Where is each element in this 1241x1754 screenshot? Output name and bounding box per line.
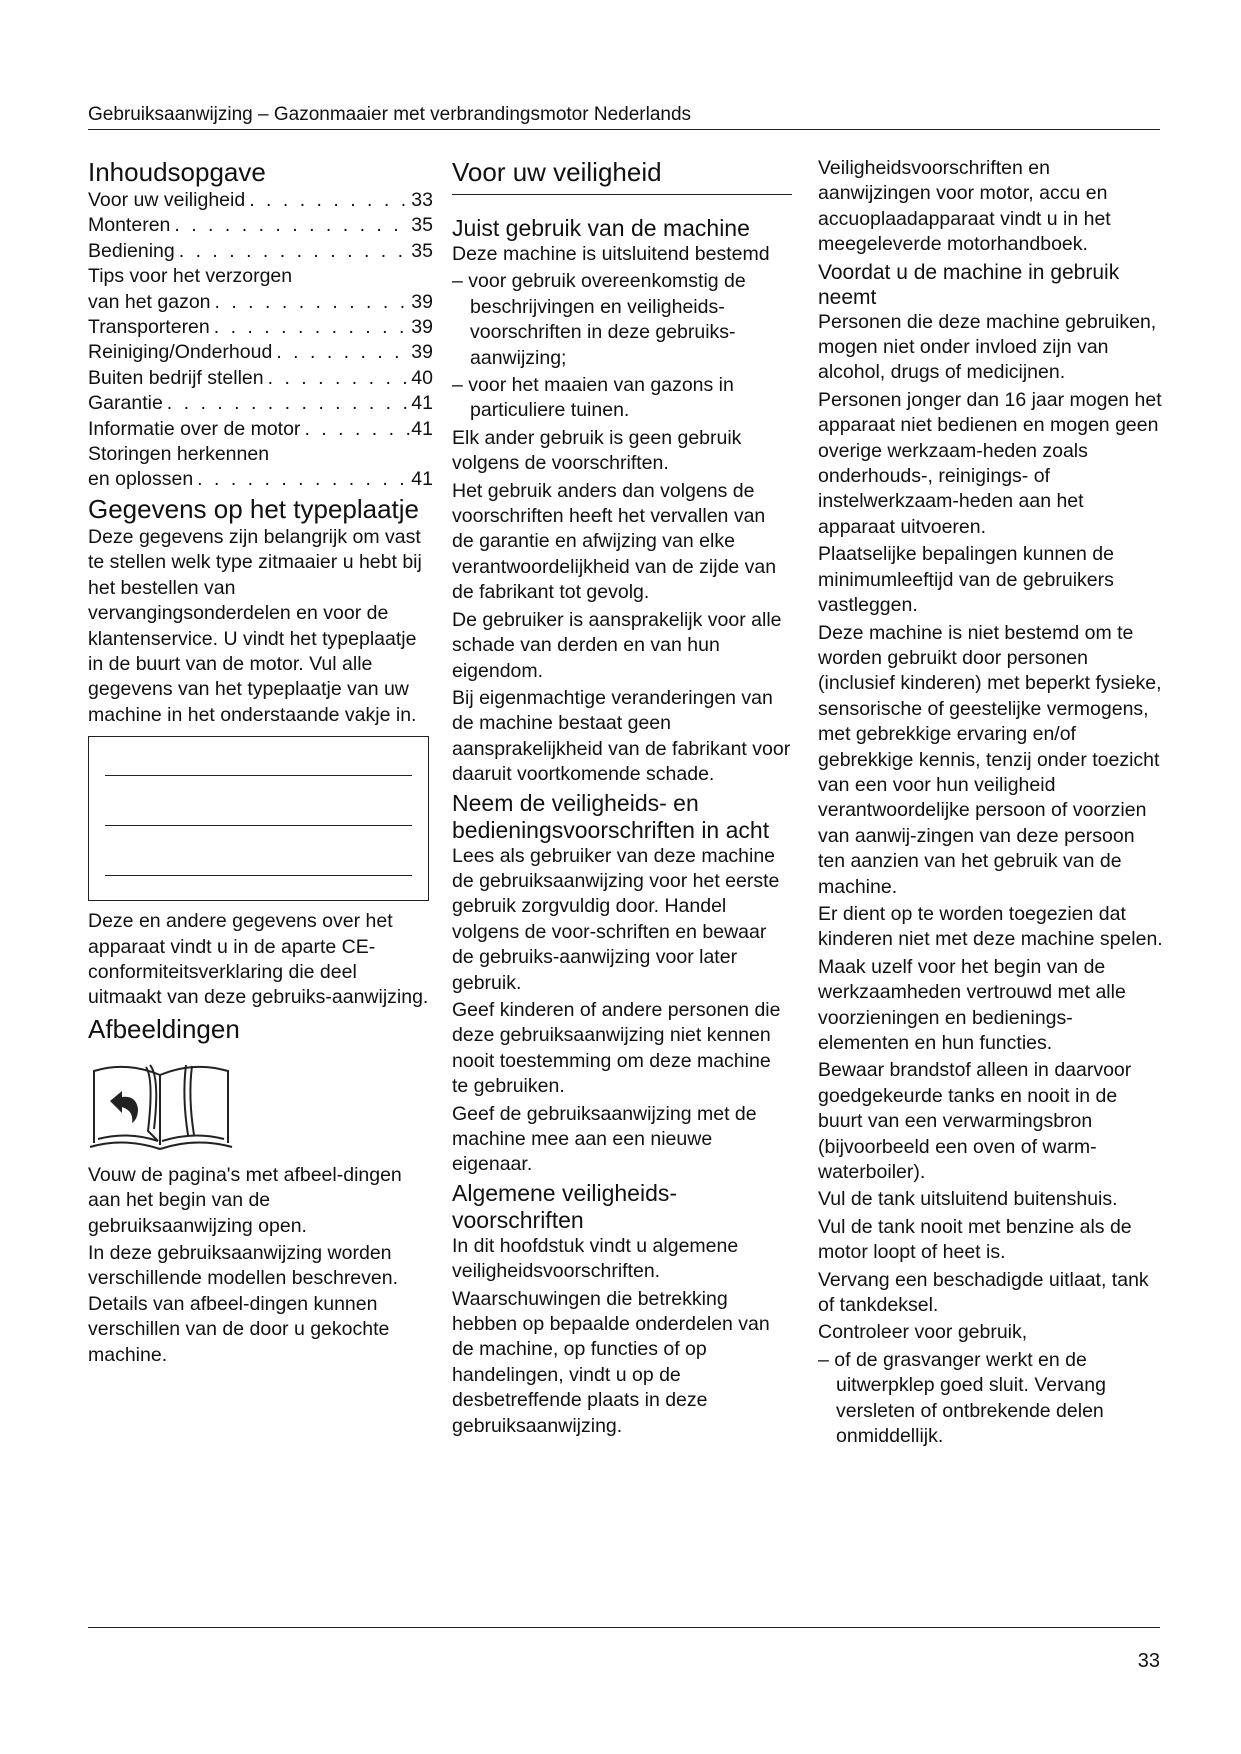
before-use-heading: Voordat u de machine in gebruik neemt [818,260,1120,309]
toc-entry[interactable]: van het gazon . . . 39 [88,290,433,315]
toc-entry[interactable]: Buiten bedrijf stellen . . . 40 [88,366,433,391]
general-p2: Waarschuwingen die betrekking hebben op bepaalde onderdelen van de machine, op functies of op handelingen, vindt u op de desbetreffende plaats in deze gebruiksaanwijzing. [452,1287,770,1437]
typeplate-after: Deze en andere gegevens over het apparaat vindt u in de aparte CE-conformiteitsverklaring die deel uitmaakt van deze gebruiks-aanwijzing. [88,910,429,1009]
toc-entry[interactable]: en oplossen . . . 41 [88,467,433,492]
toc-entry[interactable]: Reiniging/Onderhoud . . . 39 [88,340,433,365]
list-item: – voor het maaien van gazons in particuliere tuinen. [452,373,792,424]
typeplate-line[interactable] [105,875,412,876]
general-p1: In dit hoofdstuk vindt u algemene veiligheidsvoorschriften. [452,1234,739,1283]
general-heading: Algemene veiligheids-voorschriften [452,1179,678,1233]
toc-entry[interactable]: Bediening . . . 35 [88,239,433,264]
before-use-list [818,1348,1163,1450]
typeplate-entry-box[interactable] [88,736,429,901]
before-use-p4: Deze machine is niet bestemd om te worden gebruikt door personen (inclusief kinderen) met beperkt fysieke, sensorische of geestelijke vermogens, met gebrekkige ervaring en/of gebrekkige kennis, tenzij onder toezicht van een voor hun veiligheid verantwoordelijke persoon of voorzien van aanwij-zingen van deze persoon ten aanzien van het gebruik van de machine. [818,621,1162,898]
before-use-p10: Vervang een beschadigde uitlaat, tank of tankdeksel. [818,1268,1149,1317]
toc-list [88,188,433,493]
before-use-p2: Personen jonger dan 16 jaar mogen het apparaat niet bedienen en mogen geen overige werkzaam-heden zoals onderhouds-, reinigings- of instelwerkzaam-heden aan het apparaat uitvoeren. [818,388,1162,538]
toc-entry[interactable]: Transporteren . . . 39 [88,315,433,340]
proper-use-heading: Juist gebruik van de machine [452,215,750,241]
before-use-p11: Controleer voor gebruik, [818,1321,1028,1344]
typeplate-line[interactable] [105,775,412,776]
header-rule [88,129,1160,130]
toc-entry[interactable]: Voor uw veiligheid . . . 33 [88,188,433,213]
column-left [88,156,433,1370]
illustrations-p2: In deze gebruiksaanwijzing worden verschillende modellen beschreven. Details van afbeel-dingen kunnen verschillen van de door u gekochte machine. [88,1241,399,1366]
toc-entry-prefix: Tips voor het verzorgen [88,265,293,288]
proper-use-p4: Bij eigenmachtige veranderingen van de machine bestaat geen aansprakelijkheid van de fabrikant voor daaruit voortkomende schade. [452,686,791,786]
before-use-p7: Bewaar brandstof alleen in daarvoor goedgekeurde tanks en nooit in de buurt van een verwarmingsbron (bijvoorbeeld een oven of warm-waterboiler). [818,1059,1132,1184]
observe-heading: Neem de veiligheids- en bedieningsvoorschriften in acht [452,789,770,843]
footer-rule [88,1627,1160,1628]
before-use-p1: Personen die deze machine gebruiken, mogen niet onder invloed zijn van alcohol, drugs of medicijnen. [818,310,1157,384]
typeplate-line[interactable] [105,825,412,826]
running-header: Gebruiksaanwijzing – Gazonmaaier met verbrandingsmotor Nederlands [88,104,692,125]
list-item: – of de grasvanger werkt en de uitwerpklep goed sluit. Vervang versleten of ontbrekende delen onmiddellijk. [818,1348,1163,1450]
page-number: 33 [1137,1650,1160,1672]
column-right [818,156,1163,1452]
toc-entry[interactable]: Garantie . . . 41 [88,391,433,416]
list-item: – voor gebruik overeenkomstig de beschrijvingen en veiligheids-voorschriften in deze gebruiks-aanwijzing; [452,269,792,371]
toc-entry[interactable]: Monteren . . . 35 [88,213,433,238]
before-use-p8: Vul de tank uitsluitend buitenshuis. [818,1188,1118,1211]
proper-use-p1: Elk ander gebruik is geen gebruik volgens de voorschriften. [452,426,742,475]
proper-use-p2: Het gebruik anders dan volgens de voorschriften heeft het vervallen van de garantie en afwijzing van elke verantwoordelijkheid van de zijde van de fabrikant tot gevolg. [452,479,777,604]
proper-use-intro: Deze machine is uitsluitend bestemd [452,243,770,265]
toc-title: Inhoudsopgave [88,157,266,187]
open-book-icon [88,1057,234,1153]
toc-entry[interactable]: Informatie over de motor . . . 41 [88,417,433,442]
before-use-p3: Plaatselijke bepalingen kunnen de minimumleeftijd van de gebruikers vastleggen. [818,543,1114,617]
column-middle [452,156,792,1441]
observe-p3: Geef de gebruiksaanwijzing met de machine mee aan een nieuwe eigenaar. [452,1102,757,1176]
before-use-p5: Er dient op te worden toegezien dat kinderen niet met deze machine spelen. [818,902,1163,951]
illustrations-heading: Afbeeldingen [88,1013,240,1044]
motor-note: Veiligheidsvoorschriften en aanwijzingen voor motor, accu en accuoplaadapparaat vindt u in het meegeleverde motorhandboek. [818,157,1111,256]
proper-use-list [452,269,792,423]
observe-p1: Lees als gebruiker van deze machine de gebruiksaanwijzing voor het eerste gebruik zorgvuldig door. Handel volgens de voor-schriften en bewaar de gebruiks-aanwijzing voor later gebruik. [452,844,780,994]
before-use-p6: Maak uzelf voor het begin van de werkzaamheden vertrouwd met alle voorzieningen en bedienings-elementen en hun functies. [818,955,1126,1054]
illustrations-p1: Vouw de pagina's met afbeel-dingen aan het begin van de gebruiksaanwijzing open. [88,1163,402,1237]
observe-p2: Geef kinderen of andere personen die deze gebruiksaanwijzing niet kennen nooit toestemming om deze machine te gebruiken. [452,998,781,1098]
safety-heading: Voor uw veiligheid [452,156,792,195]
typeplate-heading: Gegevens op het typeplaatje [88,493,420,524]
toc-entry-prefix: Storingen herkennen [88,443,270,466]
before-use-p9: Vul de tank nooit met benzine als de motor loopt of heet is. [818,1215,1132,1264]
proper-use-p3: De gebruiker is aansprakelijk voor alle schade van derden en van hun eigendom. [452,608,782,682]
typeplate-intro: Deze gegevens zijn belangrijk om vast te stellen welk type zitmaaier u hebt bij het bestellen van vervangingsonderdelen en voor de klantenservice. U vindt het typeplaatje in de buurt van de motor. Vul alle gegevens van het typeplaatje van uw machine in het onderstaande vakje in. [88,525,422,726]
